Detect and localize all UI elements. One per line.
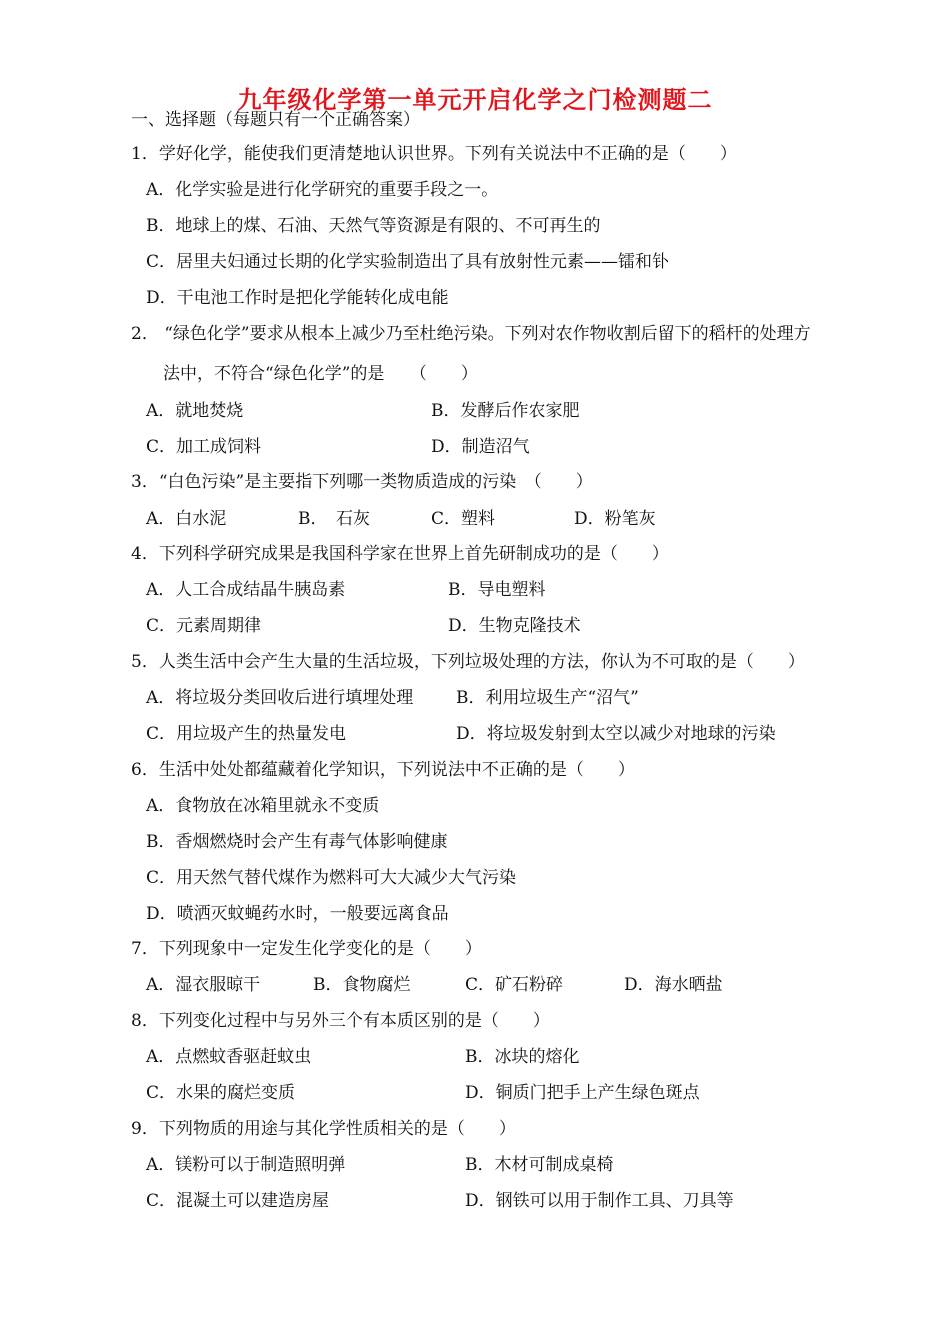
question-9-option-c: C．混凝土可以建造房屋 bbox=[146, 1191, 330, 1211]
question-6-stem: 6．生活中处处都蕴藏着化学知识，下列说法中不正确的是（ ） bbox=[131, 760, 635, 780]
question-1-option-a: A．化学实验是进行化学研究的重要手段之一。 bbox=[146, 180, 499, 200]
question-6-option-a: A．食物放在冰箱里就永不变质 bbox=[146, 796, 380, 816]
question-7-option-a: A．湿衣服晾干 bbox=[146, 975, 261, 995]
question-2-stem: 2． “绿色化学”要求从根本上减少乃至杜绝污染。下列对农作物收割后留下的稻杆的处理方 bbox=[131, 324, 811, 344]
question-7-option-d: D．海水晒盐 bbox=[624, 975, 723, 995]
question-6-option-d: D．喷洒灭蚊蝇药水时，一般要远离食品 bbox=[146, 904, 449, 924]
question-3-stem: 3．“白色污染”是主要指下列哪一类物质造成的污染 （ ） bbox=[131, 472, 593, 492]
question-2-option-a: A．就地焚烧 bbox=[146, 401, 244, 421]
question-7-stem: 7．下列现象中一定发生化学变化的是（ ） bbox=[131, 939, 482, 959]
question-6-option-c: C．用天然气替代煤作为燃料可大大减少大气污染 bbox=[146, 868, 517, 888]
question-9-option-b: B．木材可制成桌椅 bbox=[465, 1155, 614, 1175]
question-2-option-c: C．加工成饲料 bbox=[146, 437, 262, 457]
question-4-option-a: A．人工合成结晶牛胰岛素 bbox=[146, 580, 346, 600]
question-8-option-d: D．铜质门把手上产生绿色斑点 bbox=[465, 1083, 700, 1103]
question-5-option-b: B．利用垃圾生产“沼气” bbox=[456, 688, 639, 708]
question-4-option-d: D．生物克隆技术 bbox=[448, 616, 581, 636]
question-1-option-d: D．干电池工作时是把化学能转化成电能 bbox=[146, 288, 449, 308]
question-3-option-a: A．白水泥 bbox=[146, 509, 227, 529]
question-8-option-a: A．点燃蚊香驱赶蚊虫 bbox=[146, 1047, 312, 1067]
question-1-stem: 1．学好化学，能使我们更清楚地认识世界。下列有关说法中不正确的是（ ） bbox=[131, 144, 737, 164]
question-1-option-b: B．地球上的煤、石油、天然气等资源是有限的、不可再生的 bbox=[146, 216, 601, 236]
question-1-option-c: C．居里夫妇通过长期的化学实验制造出了具有放射性元素——镭和钋 bbox=[146, 252, 670, 272]
section-heading: 一、选择题（每题只有一个正确答案） bbox=[131, 110, 420, 130]
question-2-option-d: D．制造沼气 bbox=[431, 437, 530, 457]
question-2-option-b: B．发酵后作农家肥 bbox=[431, 401, 580, 421]
question-2-stem-continued: 法中，不符合“绿色化学”的是 （ ） bbox=[163, 364, 478, 384]
question-9-stem: 9．下列物质的用途与其化学性质相关的是（ ） bbox=[131, 1119, 516, 1139]
question-5-stem: 5．人类生活中会产生大量的生活垃圾，下列垃圾处理的方法，你认为不可取的是（ ） bbox=[131, 652, 805, 672]
question-6-option-b: B．香烟燃烧时会产生有毒气体影响健康 bbox=[146, 832, 448, 852]
question-4-option-b: B．导电塑料 bbox=[448, 580, 546, 600]
question-7-option-c: C．矿石粉碎 bbox=[465, 975, 564, 995]
question-9-option-a: A．镁粉可以于制造照明弹 bbox=[146, 1155, 346, 1175]
question-8-option-c: C．水果的腐烂变质 bbox=[146, 1083, 296, 1103]
question-7-option-b: B．食物腐烂 bbox=[313, 975, 411, 995]
question-5-option-a: A．将垃圾分类回收后进行填埋处理 bbox=[146, 688, 414, 708]
question-3-option-b: B． 石灰 bbox=[298, 509, 370, 529]
question-5-option-d: D．将垃圾发射到太空以减少对地球的污染 bbox=[456, 724, 776, 744]
page-title: 九年级化学第一单元开启化学之门检测题二 bbox=[237, 86, 713, 114]
question-9-option-d: D．钢铁可以用于制作工具、刀具等 bbox=[465, 1191, 734, 1211]
question-8-option-b: B．冰块的熔化 bbox=[465, 1047, 580, 1067]
question-8-stem: 8．下列变化过程中与另外三个有本质区别的是（ ） bbox=[131, 1011, 550, 1031]
question-3-option-c: C．塑料 bbox=[431, 509, 496, 529]
question-5-option-c: C．用垃圾产生的热量发电 bbox=[146, 724, 347, 744]
question-4-option-c: C．元素周期律 bbox=[146, 616, 262, 636]
question-4-stem: 4．下列科学研究成果是我国科学家在世界上首先研制成功的是（ ） bbox=[131, 544, 669, 564]
question-3-option-d: D．粉笔灰 bbox=[574, 509, 656, 529]
